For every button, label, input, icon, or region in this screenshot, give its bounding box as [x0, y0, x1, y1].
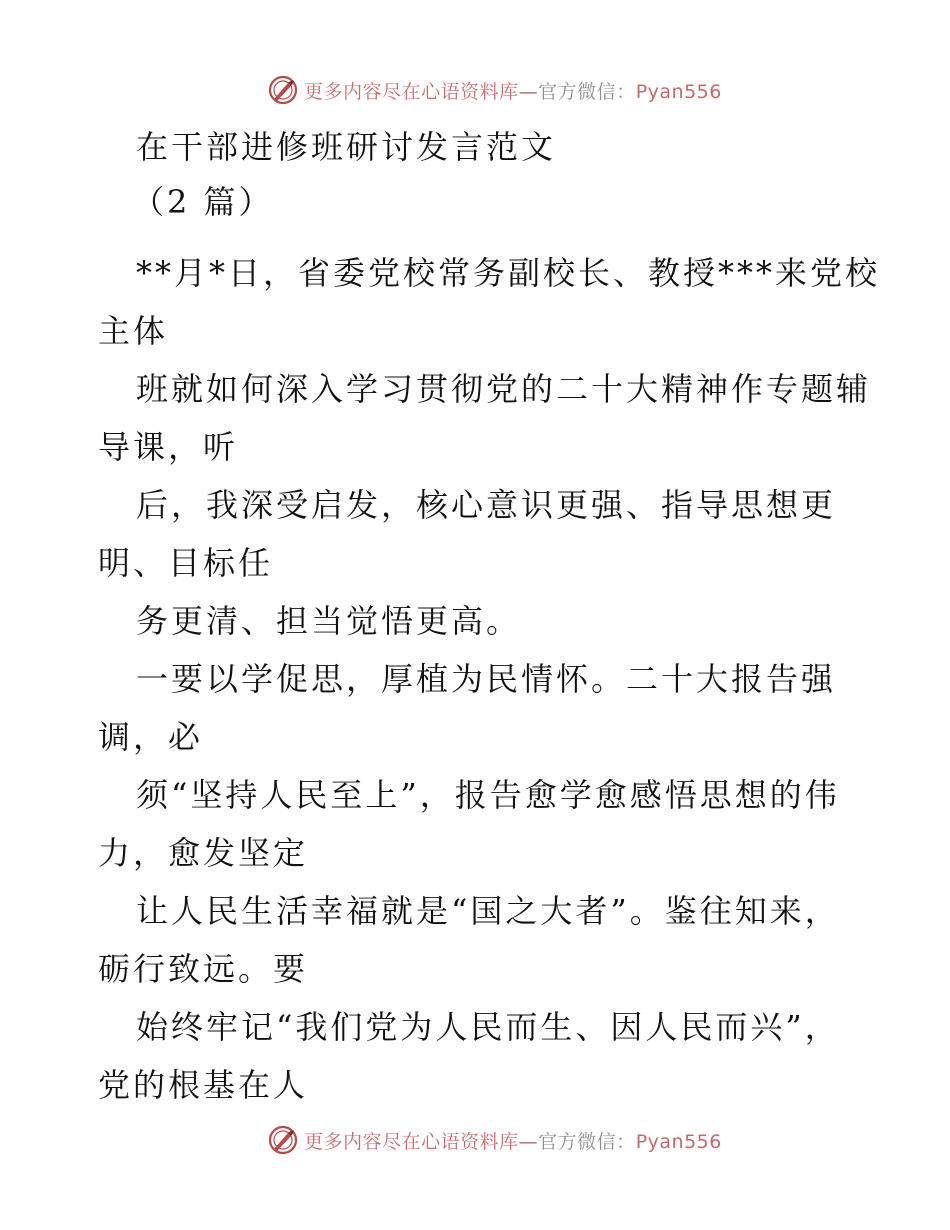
text-line: 班就如何深入学习贯彻党的二十大精神作专题辅 [136, 370, 872, 408]
banner-dash: — [518, 1130, 539, 1153]
banner-text [304, 1127, 722, 1154]
footer-banner-inner [268, 1125, 722, 1155]
document-body [98, 118, 881, 1114]
banner-wechat-id: Pyan556 [635, 1130, 722, 1153]
text-line: 须“坚持人民至上”，报告愈学愈感悟思想的伟 [136, 776, 840, 814]
text-line: 始终牢记“我们党为人民而生、因人民而兴”， [136, 1008, 840, 1046]
banner-main-text: 更多内容尽在心语资料库 [304, 1130, 519, 1153]
banner-dash: — [518, 80, 539, 103]
text-line: 党的根基在人 [98, 1066, 309, 1104]
pen-logo-icon [268, 1125, 298, 1155]
document-title: 在干部进修班研讨发言范文 [136, 128, 557, 166]
text-line: 一要以学促思，厚植为民情怀。二十大报告强 [136, 660, 837, 698]
footer-banner [0, 1120, 950, 1160]
text-line: **月*日，省委党校常务副校长、教授***来党校 [136, 254, 881, 292]
text-line: 主体 [98, 312, 169, 350]
text-line: 明、目标任 [98, 544, 274, 582]
banner-wechat-id: Pyan556 [635, 80, 722, 103]
text-line: 力，愈发坚定 [98, 834, 309, 872]
document-subtitle: （2 篇） [132, 183, 274, 221]
text-line: 调，必 [98, 718, 204, 756]
header-banner-inner [268, 75, 722, 105]
banner-official-label: 官方微信： [538, 80, 636, 103]
text-line: 让人民生活幸福就是“国之大者”。鉴往知来， [136, 892, 840, 930]
text-line: 务更清、担当觉悟更高。 [136, 602, 522, 640]
header-banner [0, 70, 950, 110]
banner-official-label: 官方微信： [538, 1130, 636, 1153]
pen-logo-icon [268, 75, 298, 105]
banner-main-text: 更多内容尽在心语资料库 [304, 80, 519, 103]
text-line: 砺行致远。要 [98, 950, 309, 988]
text-line: 后，我深受启发，核心意识更强、指导思想更 [136, 486, 837, 524]
text-line: 导课，听 [98, 428, 239, 466]
banner-text [304, 77, 722, 104]
